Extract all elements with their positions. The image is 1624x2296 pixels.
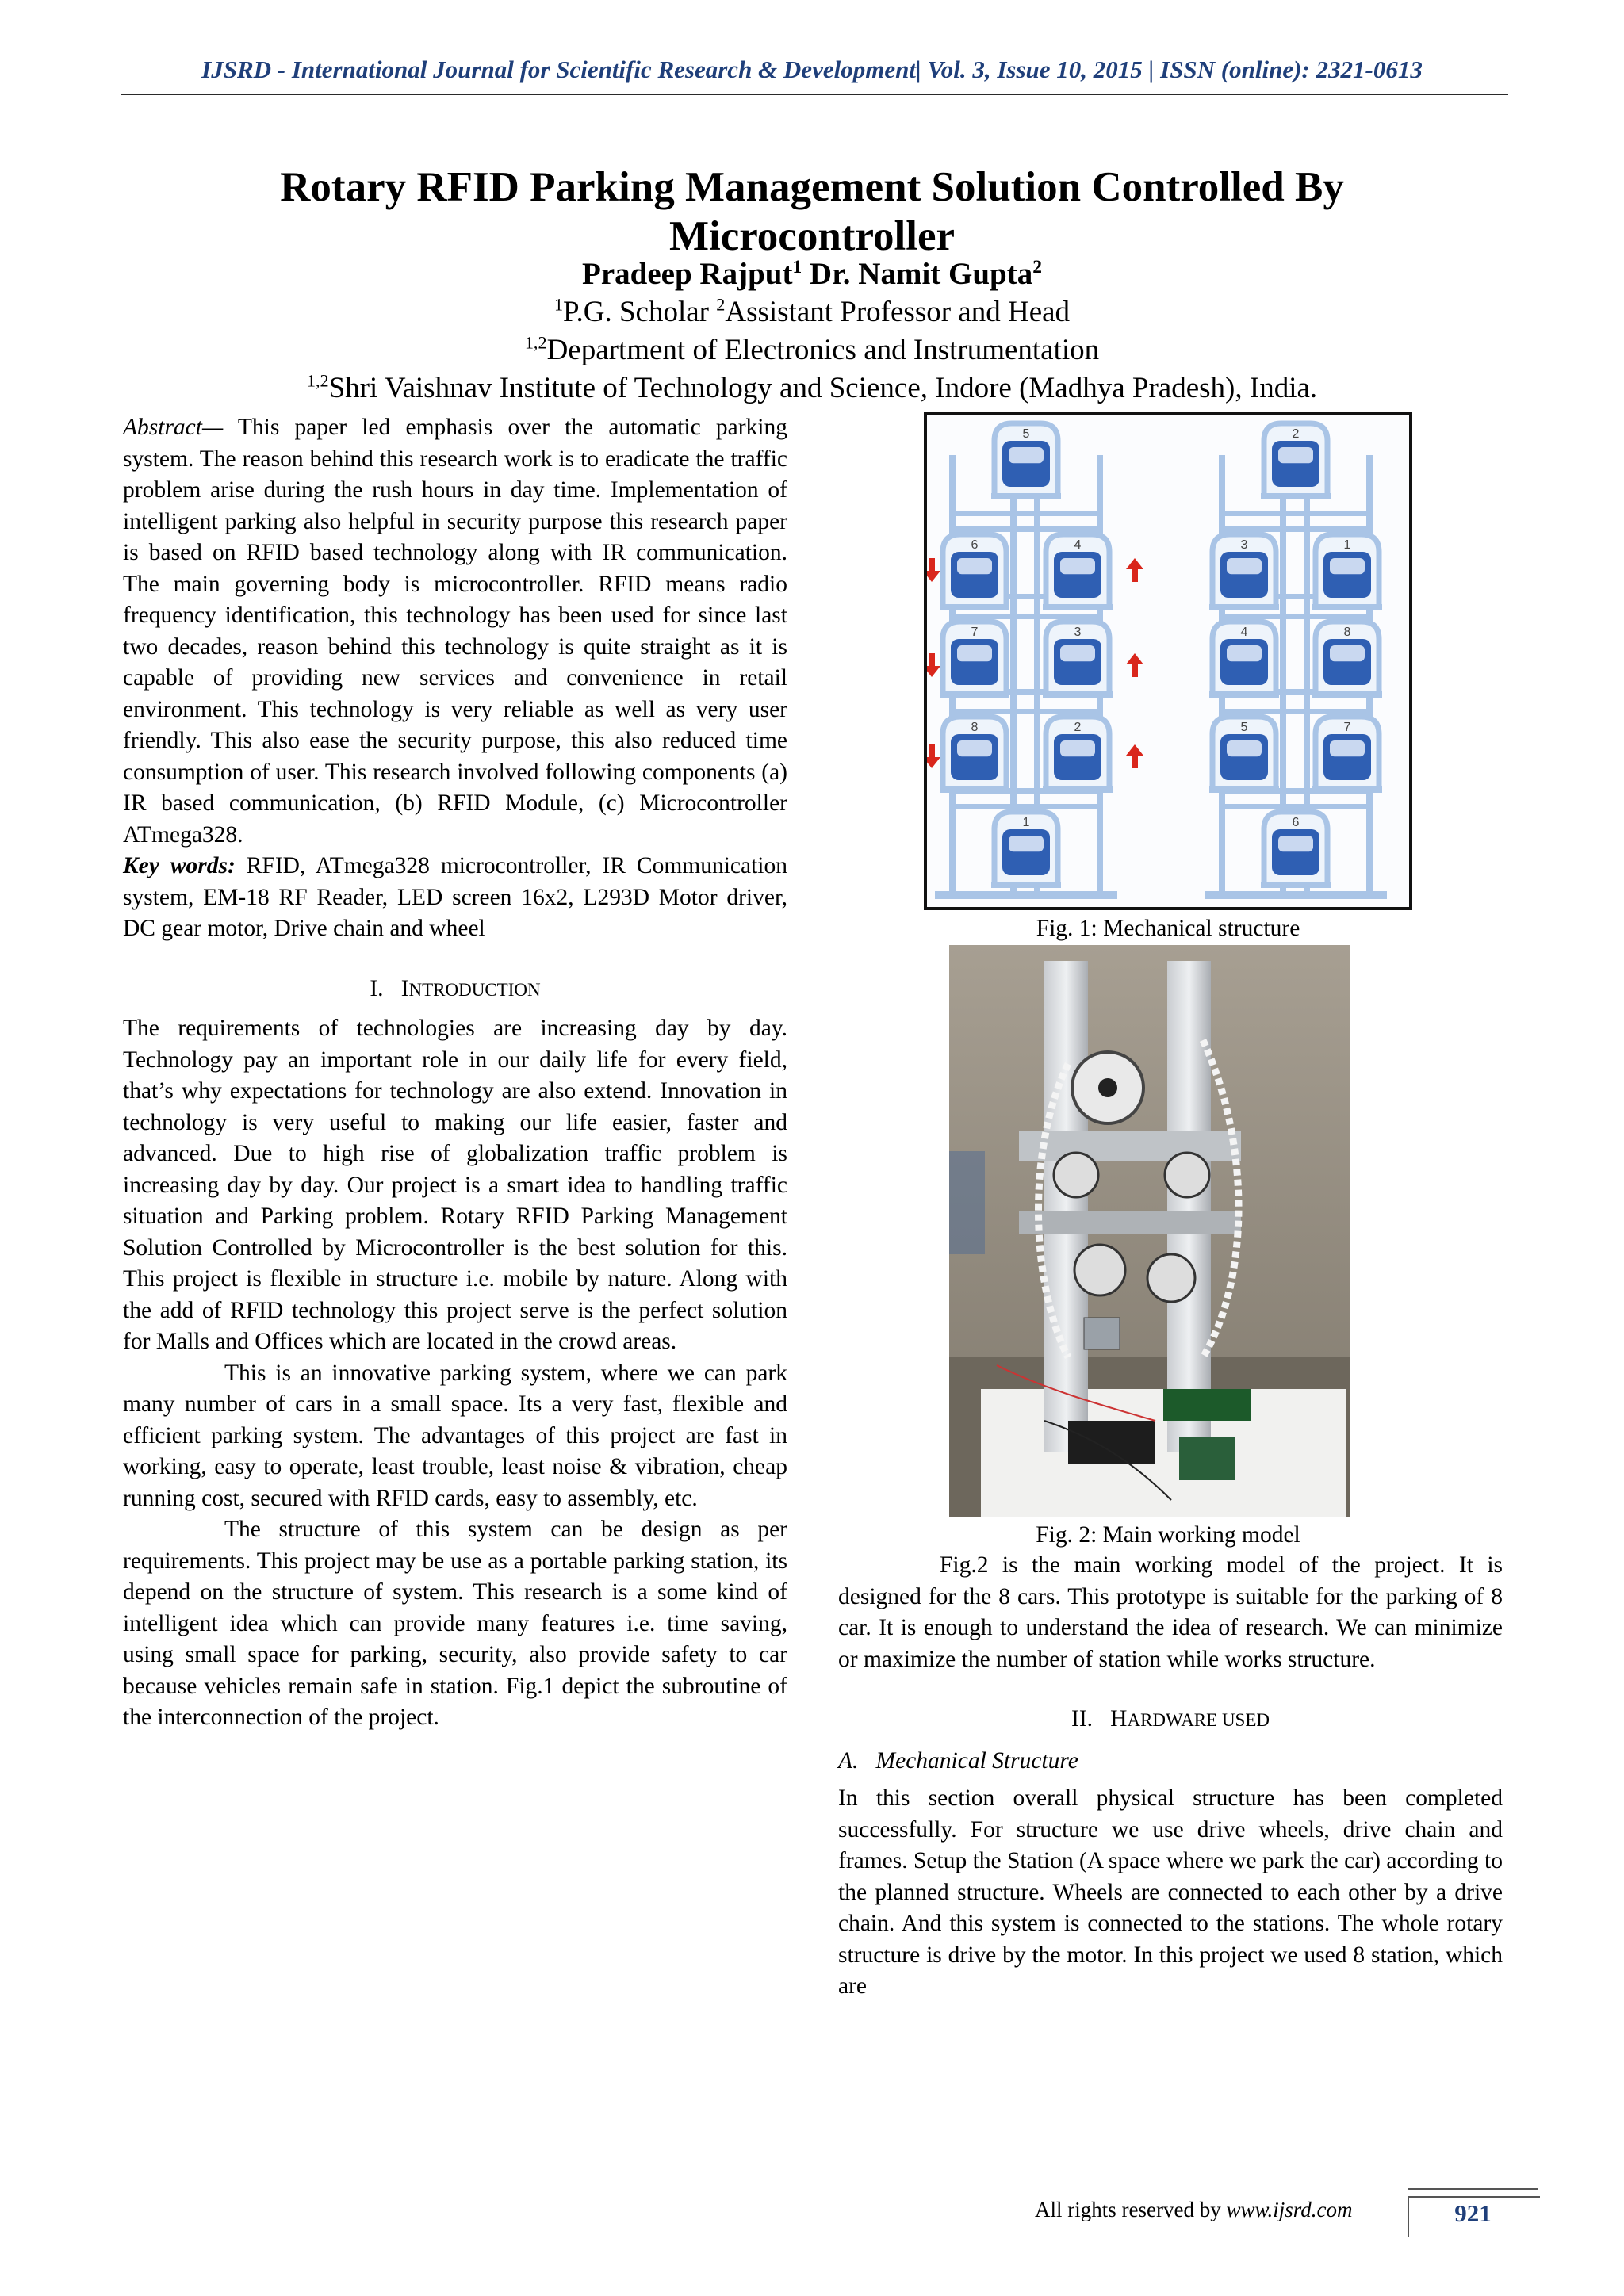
subsection-label: A. (838, 1747, 859, 1774)
down-arrow-icon (927, 653, 940, 677)
intro-paragraph-1: The requirements of technologies are increasing day by day. Technology pay an important role in our daily life for every field, that’s why expectations for technology are also extend. Innovation in technology is very useful to making our life easier, faster and advanced. Due to high rise of globalization traffic problem is increasing day by day. Our project is a smart idea to handling traffic situation and Parking problem. Rotary RFID Parking Management Solution Controlled by Microcontroller is the best solution for this. This project is flexible in structure i.e. mobile by nature. Along with the add of RFID technology this project serve is the perfect solution for Malls and Offices which are located in the crowd areas. (123, 1016, 787, 1354)
header-rule (121, 94, 1508, 95)
cage-floor (1209, 604, 1279, 610)
author-line (159, 256, 1465, 292)
cage-floor (1043, 786, 1113, 793)
role-2: Assistant Professor and Head (725, 296, 1071, 328)
affiliation-institute (159, 371, 1465, 405)
abstract-label: Abstract— (123, 415, 224, 440)
figure-1-caption: Fig. 1: Mechanical structure (1036, 916, 1300, 941)
running-header: IJSRD - International Journal for Scientific Research & Development| Vol. 3, Issue 10, 2015 | ISSN (online): 2321-0613 (201, 55, 1423, 83)
car-windshield (1330, 645, 1365, 661)
figure-2-photo-illustration (949, 945, 1350, 1517)
figure-1-drawing (927, 415, 1409, 907)
cage-floor (940, 691, 1009, 698)
right-tower-crossbar (1219, 526, 1373, 532)
cage-floor (1312, 604, 1382, 610)
car-windshield (957, 645, 992, 661)
right-tower-base (1205, 891, 1387, 899)
car-windshield (1278, 447, 1313, 463)
affiliation-department (159, 333, 1465, 367)
abstract (123, 412, 787, 851)
aff-sup: 1 (553, 294, 564, 315)
fig2-description-paragraph: Fig.2 is the main working model of the project. It is designed for the 8 cars. This prototype is suitable for the parking of 8 car. It is enough to understand the idea of research. We can minimize or maximize the number of station while works structure. (838, 1552, 1503, 1672)
section-rest: NTRODUCTION (408, 979, 541, 1000)
intro-paragraph-2: This is an innovative parking system, where we can park many number of cars in a small space. Its a very fast, flexible and efficient parking system. The advantages of this project are fast in working, easy to operate, least trouble, least noise & vibration, cheap running cost, secured with RFID cards, easy to assembly, etc. (123, 1360, 787, 1511)
page-number: 921 (1454, 2199, 1492, 2227)
left-tower-crossbar (949, 709, 1103, 714)
up-arrow-icon (1126, 653, 1143, 677)
up-arrow-icon (1126, 744, 1143, 768)
cage-floor (1261, 493, 1331, 499)
left-tower-station-number: 6 (971, 538, 979, 552)
left-tower-station-number: 1 (1022, 816, 1030, 829)
car-windshield (1227, 645, 1262, 661)
cage-floor (1209, 691, 1279, 698)
abstract-text: This paper led emphasis over the automatic parking system. The reason behind this research work is to eradicate the traffic problem arise during the rush hours in day time. Implementation of intelligent parking also helpful in security purpose this research paper is based on RFID based technology along with IR communication. The main governing body is microcontroller. RFID means radio frequency identification, this technology has been used for since last two decades, reason behind this technology is quite straight as it is capable of providing new services and convenience in retail environment. This technology is very reliable as well as very user friendly. This also ease the security purpose, this also reduced time consumption of user. This research involved following components (a) IR based communication, (b) RFID Module, (c) Microcontroller ATmega328. (123, 415, 787, 848)
intro-paragraph-3: The structure of this system can be design as per requirements. This project may be use as a portable parking station, its depend on the structure of system. This research is a some kind of intelligent idea which can provide many features i.e. time saving, using small space for parking, security, also provide safety to car because vehicles remain safe in station. Fig.1 depict the subroutine of the interconnection of the project. (123, 1517, 787, 1730)
right-tower-crossbar (1219, 709, 1373, 714)
right-tower-station-number: 7 (1343, 721, 1351, 734)
right-tower-station-number: 6 (1292, 816, 1300, 829)
right-tower-station-number: 3 (1240, 538, 1248, 552)
left-tower-station-number: 7 (971, 626, 979, 639)
right-tower-crossbar (1219, 614, 1373, 619)
rights-prefix: All rights reserved by (1035, 2198, 1227, 2221)
author-2-sup: 2 (1032, 257, 1042, 277)
subsection-title: Mechanical Structure (875, 1747, 1078, 1774)
affiliation-roles (159, 295, 1465, 329)
cage-floor (991, 493, 1061, 499)
subsection-heading-mechanical (838, 1746, 1503, 1777)
left-tower-base (935, 891, 1117, 899)
keywords-label: Key words: (123, 853, 236, 878)
car-windshield (1009, 836, 1044, 851)
left-tower-crossbar (949, 614, 1103, 619)
left-tower-station-number: 8 (971, 721, 979, 734)
paper-title: Rotary RFID Parking Management Solution Controlled By Microcontroller (280, 164, 1344, 259)
cage-floor (1043, 691, 1113, 698)
author-1-sup: 1 (792, 257, 802, 277)
right-tower-station-number: 1 (1343, 538, 1351, 552)
right-tower-station-number: 4 (1240, 626, 1248, 639)
car-windshield (1227, 558, 1262, 574)
right-tower-station-number: 5 (1240, 721, 1248, 734)
aff-sup: 2 (716, 294, 726, 315)
car-windshield (957, 740, 992, 756)
institute: Shri Vaishnav Institute of Technology and Science, Indore (Madhya Pradesh), India. (328, 372, 1318, 404)
author-2: Dr. Namit Gupta (802, 257, 1033, 291)
left-tower-crossbar (949, 804, 1103, 809)
car-windshield (1060, 558, 1095, 574)
car-windshield (1330, 740, 1365, 756)
left-tower-crossbar (949, 511, 1103, 516)
journal-site-link[interactable]: www.ijsrd.com (1226, 2198, 1353, 2221)
car-windshield (957, 558, 992, 574)
cage-floor (1312, 786, 1382, 793)
cage-floor (1261, 882, 1331, 888)
left-tower-station-number: 2 (1074, 721, 1082, 734)
figure-2-working-model-photo (949, 945, 1350, 1517)
cage-floor (1209, 786, 1279, 793)
department: Department of Electronics and Instrumentation (546, 334, 1100, 366)
left-column (123, 412, 787, 1734)
cage-floor (1043, 604, 1113, 610)
left-tower-station-number: 4 (1074, 538, 1082, 552)
author-1: Pradeep Rajput (582, 257, 793, 291)
down-arrow-icon (927, 744, 940, 768)
section-heading-introduction (123, 974, 787, 1006)
right-tower-station-number: 8 (1343, 626, 1351, 639)
section-heading-hardware (838, 1704, 1503, 1736)
figure-1-mechanical-structure (924, 412, 1412, 910)
right-tower-crossbar (1219, 511, 1373, 516)
car-windshield (1009, 447, 1044, 463)
aff-sup: 1,2 (524, 332, 547, 353)
left-tower-station-number: 3 (1074, 626, 1082, 639)
footer-rights (1035, 2198, 1352, 2222)
down-arrow-icon (927, 558, 940, 582)
car-windshield (1278, 836, 1313, 851)
role-1: P.G. Scholar (563, 296, 717, 328)
right-tower-station-number: 2 (1292, 427, 1300, 441)
figure-2-caption: Fig. 2: Main working model (1036, 1522, 1300, 1548)
car-windshield (1060, 645, 1095, 661)
right-tower-crossbar (1219, 804, 1373, 809)
mechanical-structure-paragraph: In this section overall physical structure has been completed successfully. For structure we use drive wheels, drive chain and frames. Setup the Station (A space where we park the car) according to the planned structure. Wheels are connected to each other by a drive chain. And this system is connected to the stations. The whole rotary structure is drive by the motor. In this project we used 8 station, which are (838, 1785, 1503, 1999)
cage-floor (991, 882, 1061, 888)
right-column (838, 1550, 1503, 2003)
section-number: I. (370, 975, 384, 1001)
cage-floor (1312, 691, 1382, 698)
car-windshield (1060, 740, 1095, 756)
cage-floor (940, 604, 1009, 610)
section-initial: H (1110, 1706, 1128, 1732)
keywords (123, 851, 787, 945)
section-initial: I (400, 975, 409, 1001)
cage-floor (940, 786, 1009, 793)
car-windshield (1227, 740, 1262, 756)
car-windshield (1330, 558, 1365, 574)
left-tower-station-number: 5 (1022, 427, 1030, 441)
section-number: II. (1071, 1706, 1094, 1732)
section-rest: ARDWARE USED (1127, 1710, 1270, 1730)
footer-rule (1408, 2188, 1538, 2190)
left-tower-crossbar (949, 526, 1103, 532)
up-arrow-icon (1126, 558, 1143, 582)
keywords-text: RFID, ATmega328 microcontroller, IR Communication system, EM-18 RF Reader, LED screen 16x2, L293D Motor driver, DC gear motor, Drive chain and wheel (123, 853, 788, 941)
aff-sup: 1,2 (306, 370, 329, 391)
